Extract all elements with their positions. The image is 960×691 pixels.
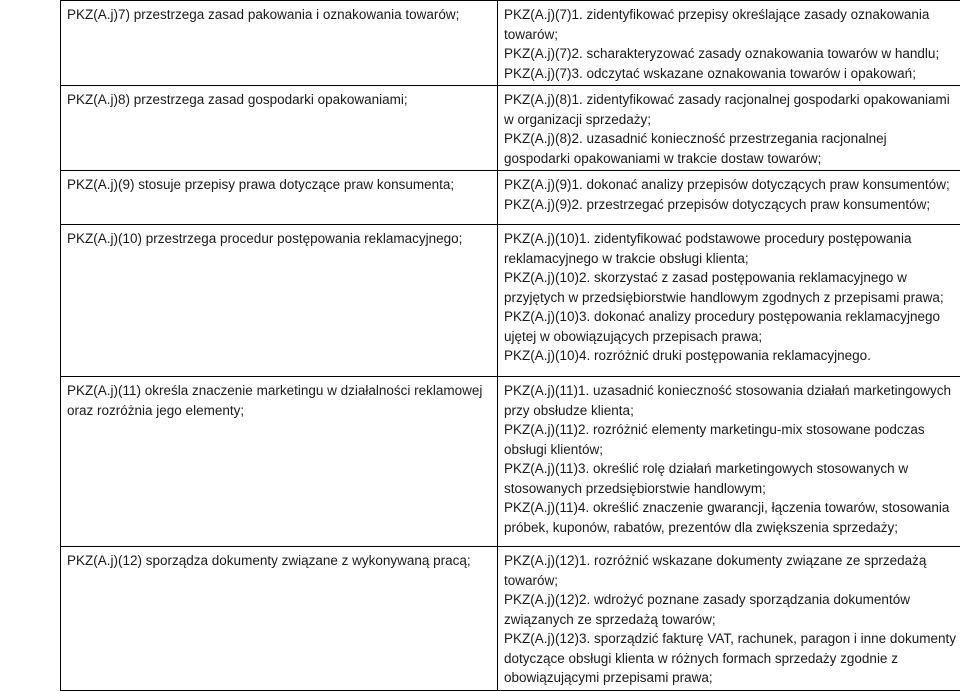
criterion-text: PKZ(A.j)(10)4. rozróżnić druki postępowania reklamacyjnego. [504, 346, 956, 366]
criteria-cell [498, 225, 960, 377]
criterion-text: PKZ(A.j)(11)2. rozróżnić elementy marketingu-mix stosowane podczas obsługi klientów; [504, 420, 956, 459]
criterion-text: PKZ(A.j)(12)3. sporządzić fakturę VAT, rachunek, paragon i inne dokumenty dotyczące obsługi klienta w różnych formach sprzedaży zgodnie z obowiązującymi przepisami prawa; [504, 629, 956, 688]
criterion-text: PKZ(A.j)(10)1. zidentyfikować podstawowe procedury postępowania reklamacyjnego w trakcie obsługi klienta; [504, 229, 956, 268]
effect-text: PKZ(A.j)(10) przestrzega procedur postępowania reklamacyjnego; [67, 229, 491, 249]
effect-text: PKZ(A.j)(9) stosuje przepisy prawa dotyczące praw konsumenta; [67, 175, 491, 195]
criterion-text: PKZ(A.j)(12)1. rozróżnić wskazane dokumenty związane ze sprzedażą towarów; [504, 551, 956, 590]
effect-text: PKZ(A.j)8) przestrzega zasad gospodarki opakowaniami; [67, 90, 491, 110]
criterion-text: PKZ(A.j)(11)1. uzasadnić konieczność stosowania działań marketingowych przy obsłudze klienta; [504, 381, 956, 420]
effect-cell [61, 225, 498, 377]
criterion-text: PKZ(A.j)(11)3. określić rolę działań marketingowych stosowanych w stosowanych przedsiębiorstwie handlowym; [504, 459, 956, 498]
criterion-text: PKZ(A.j)(8)2. uzasadnić konieczność przestrzegania racjonalnej gospodarki opakowaniami w trakcie dostaw towarów; [504, 129, 956, 168]
criterion-text: PKZ(A.j)(7)2. scharakteryzować zasady oznakowania towarów w handlu; [504, 44, 956, 64]
table-row [61, 225, 960, 377]
effect-cell [61, 377, 498, 547]
criteria-cell [498, 1, 960, 86]
table-row [61, 86, 960, 171]
effect-text: PKZ(A.j)(12) sporządza dokumenty związane z wykonywaną pracą; [67, 551, 491, 571]
criterion-text: PKZ(A.j)(11)4. określić znaczenie gwarancji, łączenia towarów, stosowania próbek, kuponów, rabatów, prezentów dla zwiększenia sprzedaży; [504, 498, 956, 537]
criterion-text: PKZ(A.j)(9)1. dokonać analizy przepisów dotyczących praw konsumentów; [504, 175, 956, 195]
table-row [61, 547, 960, 691]
criterion-text: PKZ(A.j)(12)2. wdrożyć poznane zasady sporządzania dokumentów związanych ze sprzedażą towarów; [504, 590, 956, 629]
table-row [61, 171, 960, 225]
criterion-text: PKZ(A.j)(7)3. odczytać wskazane oznakowania towarów i opakowań; [504, 64, 956, 84]
criteria-cell [498, 547, 960, 691]
effect-cell [61, 86, 498, 171]
criterion-text: PKZ(A.j)(10)3. dokonać analizy procedury postępowania reklamacyjnego ujętej w obowiązujących przepisach prawa; [504, 307, 956, 346]
criterion-text: PKZ(A.j)(10)2. skorzystać z zasad postępowania reklamacyjnego w przyjętych w przedsiębiorstwie handlowym zgodnych z przepisami prawa; [504, 268, 956, 307]
criterion-text: PKZ(A.j)(8)1. zidentyfikować zasady racjonalnej gospodarki opakowaniami w organizacji sprzedaży; [504, 90, 956, 129]
effect-cell [61, 171, 498, 225]
criterion-text: PKZ(A.j)(7)1. zidentyfikować przepisy określające zasady oznakowania towarów; [504, 5, 956, 44]
effect-cell [61, 547, 498, 691]
criteria-cell [498, 86, 960, 171]
table-row [61, 1, 960, 86]
table-row [61, 377, 960, 547]
requirements-table [60, 0, 960, 691]
criteria-cell [498, 171, 960, 225]
criterion-text: PKZ(A.j)(9)2. przestrzegać przepisów dotyczących praw konsumentów; [504, 195, 956, 215]
effect-cell [61, 1, 498, 86]
effect-text: PKZ(A.j)(11) określa znaczenie marketingu w działalności reklamowej oraz rozróżnia jego elementy; [67, 381, 491, 420]
criteria-cell [498, 377, 960, 547]
effect-text: PKZ(A.j)7) przestrzega zasad pakowania i oznakowania towarów; [67, 5, 491, 25]
